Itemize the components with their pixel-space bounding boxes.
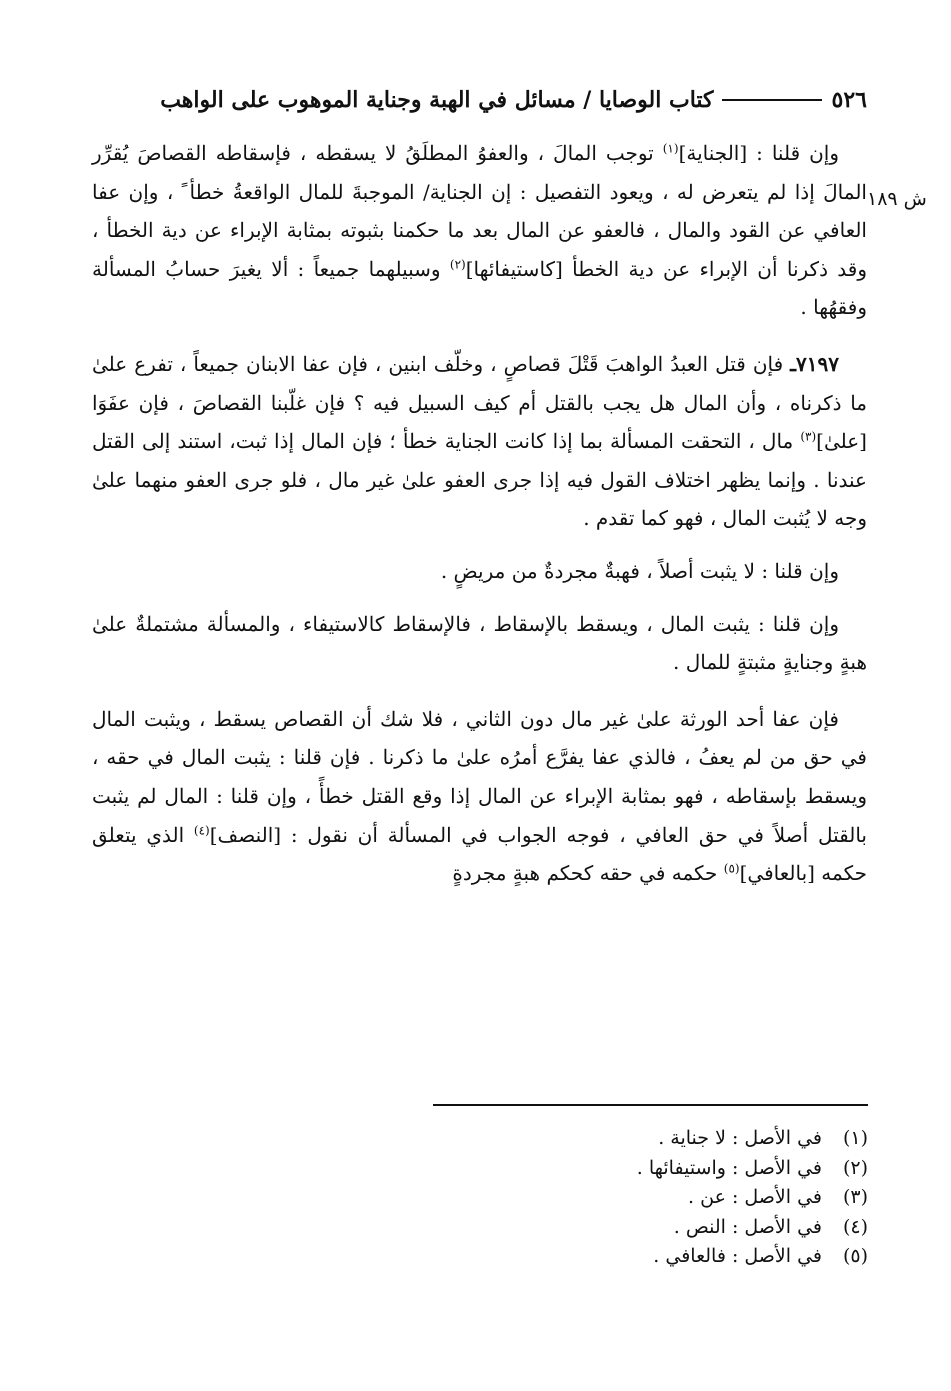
- paragraph-1: [92, 134, 867, 327]
- footnote-item: [400, 1213, 868, 1243]
- footnote-number: (٢): [842, 1156, 868, 1179]
- running-header: [92, 82, 867, 118]
- text-run: وسبيلهما جميعاً : ألا يغيرَ حسابُ المسألة وفقهُها .: [92, 256, 867, 320]
- text-run: حكمه في حقه كحكم هبةٍ مجردةٍ: [452, 861, 724, 886]
- main-text: [92, 134, 867, 893]
- text-run: الذي يتعلق حكمه [بالعافي]: [92, 822, 867, 886]
- page-number: ٥٢٦: [831, 87, 867, 113]
- footnote-text: في الأصل : لا جناية .: [658, 1127, 822, 1149]
- footnote-ref-1: (١): [662, 141, 679, 156]
- footnotes: [400, 1124, 868, 1272]
- footnote-number: (٥): [842, 1245, 868, 1267]
- footnote-number: (٤): [842, 1215, 868, 1238]
- paragraph-3: وإن قلنا : لا يثبت أصلاً ، فهبةٌ مجردةٌ من مريضٍ .: [440, 558, 839, 583]
- header-title: كتاب الوصايا / مسائل في الهبة وجناية الموهوب على الواهب: [160, 87, 714, 113]
- footnote-text: في الأصل : عن .: [688, 1186, 822, 1208]
- text-run: فإن قتل العبدُ الواهبَ قَتْلَ قصاصٍ ، وخلّف ابنين ، فإن عفا الابنان جميعاً ، تفرع علىٰ ما ذكرناه ، وأن المال هل يجب بالقتل أم كيف السبيل فيه ؟ فإن غلّبنا القصاصَ ، فإن عفَوَا [علىٰ]: [92, 351, 867, 454]
- paragraph-2: [92, 345, 867, 538]
- footnote-item: [400, 1183, 868, 1213]
- footnote-number: (٣): [842, 1186, 868, 1208]
- footnote-ref-4: (٤): [193, 822, 210, 837]
- paragraph-4: وإن قلنا : يثبت المال ، ويسقط بالإسقاط ، فالإسقاط كالاستيفاء ، والمسألة مشتملةٌ علىٰ هبةٍ وجنايةٍ مثبتةٍ للمال .: [92, 611, 867, 675]
- paragraph-number: ٧١٩٧ـ: [790, 351, 839, 376]
- header-rule: [722, 99, 822, 101]
- text-run: توجب المالَ ، والعفوُ المطلَقُ لا يسقطه ، فإسقاطه القصاصَ يُقرِّر المالَ إذا لم يتعرض له ، ويعود التفصيل : إن الجناية/ الموجبةَ للمال الواقعةُ خطأ ً ، وإن عفا العافي عن القود والمال ، فالعفو عن المال بعد ما حكمنا بثبوته بمثابة الإبراء عن دية الخطأ ، وقد ذكرنا أن الإبراء عن دية الخطأ [كاستيفائها]: [92, 141, 867, 281]
- footnote-item: [400, 1154, 868, 1184]
- footnote-ref-2: (٢): [449, 257, 466, 272]
- paragraph-5: [92, 700, 867, 893]
- footnote-item: [400, 1124, 868, 1154]
- footnote-item: [400, 1242, 868, 1272]
- text-run: مال ، التحقت المسألة بما إذا كانت الجناية خطأ ؛ فإن المال إذا ثبت، استند إلى القتل عندنا . وإنما يظهر اختلاف القول فيه إذا جرى العفو علىٰ غير مال ، فلو جرى العفو منهما علىٰ وجه لا يُثبت المال ، فهو كما تقدم .: [92, 429, 867, 531]
- footnote-number: (١): [842, 1127, 868, 1149]
- text-run: فإن عفا أحد الورثة علىٰ غير مال دون الثاني ، فلا شك أن القصاص يسقط ، ويثبت المال في حق من لم يعفُ ، فالذي عفا يفرَّع أمرُه علىٰ ما ذكرنا . فإن قلنا : يثبت المال في حقه ، ويسقط بإسقاطه ، فهو بمثابة الإبراء عن المال إذا وقع القتل خطأً ، وإن قلنا : المال لم يثبت بالقتل أصلاً في حق العافي ، فوجه الجواب في المسألة أن نقول : [النصف]: [92, 706, 867, 847]
- footnote-text: في الأصل : النص .: [673, 1215, 822, 1238]
- margin-reference: ش ١٨٩: [867, 188, 927, 210]
- footnote-ref-3: (٣): [800, 429, 817, 444]
- footnote-text: في الأصل : فالعافي .: [653, 1245, 822, 1267]
- footnote-ref-5: (٥): [723, 861, 740, 876]
- footnote-divider: [433, 1104, 868, 1106]
- text-run: وإن قلنا : [الجناية]: [678, 141, 840, 165]
- footnote-text: في الأصل : واستيفائها .: [636, 1156, 822, 1179]
